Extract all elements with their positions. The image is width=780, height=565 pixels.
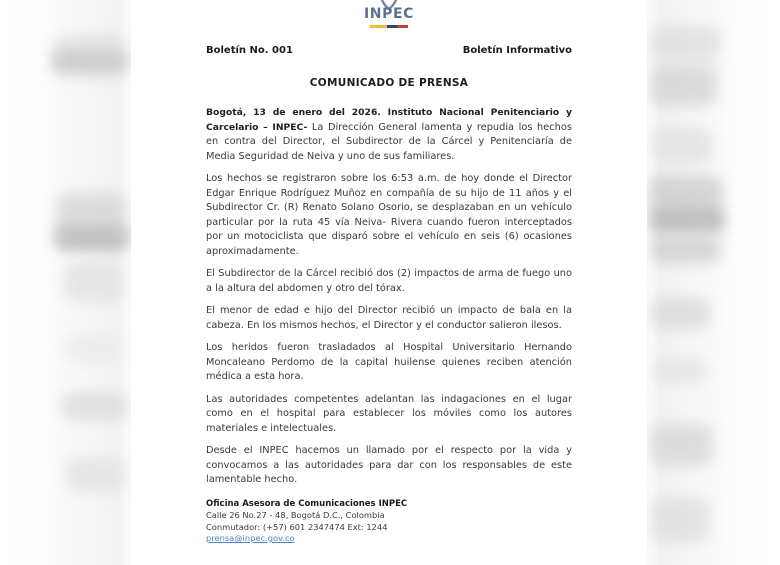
dateline-bold: Bogotá, 13 de enero del 2026. Instituto Nacional Penitenciario y Carcelario – INPEC-: [206, 107, 572, 133]
press-release-body: [206, 106, 572, 488]
bulletin-number: Boletín No. 001: [206, 45, 293, 56]
paragraph-subdirector: [206, 267, 572, 296]
paragraph-minor: [206, 304, 572, 333]
flag-yellow-segment: [370, 25, 387, 28]
office-phone: Conmutador: (+57) 601 2347474 Ext: 1244: [206, 521, 388, 532]
inpec-logo: [206, 0, 572, 30]
office-address: Calle 26 No.27 - 48, Bogotá D.C., Colombia: [206, 510, 385, 520]
paragraph-text: Los hechos se registraron sobre los 6:53 a.m. de hoy donde el Director Edgar Enrique Rodríguez Muñoz en compañía de su hijo de 11 años y el Subdirector Cr. (R) Renato Solano Osorio, se desplazaban en un vehículo particular por la ruta 45 vía Neiva- Rivera cuando fueron interceptados por un motociclista que disparó sobre el vehículo en seis (6) ocasiones aproximadamente.: [206, 173, 572, 257]
paragraph-hospital: [206, 341, 572, 385]
flag-blue-segment: [387, 25, 397, 28]
contact-footer: [206, 499, 572, 545]
paragraph-text: El Subdirector de la Cárcel recibió dos (2) impactos de arma de fuego uno a la altura del abdomen y otro del tórax.: [206, 268, 572, 294]
colombia-flag-bar: [370, 25, 408, 28]
right-blur-edge: [647, 0, 780, 565]
office-name: Oficina Asesora de Comunicaciones INPEC: [206, 498, 408, 509]
paragraph-text: La Dirección General lamenta y repudia los hechos en contra del Director, el Subdirector de la Cárcel y Penitenciaría de Media Seguridad de Neiva y uno de sus familiares.: [206, 121, 572, 162]
bulletin-type: Boletín Informativo: [462, 45, 572, 56]
paragraph-text: El menor de edad e hijo del Director recibió un impacto de bala en la cabeza. En los mismos hechos, el Director y el conductor salieron ilesos.: [206, 305, 572, 331]
press-email-link[interactable]: prensa@inpec.gov.co: [206, 533, 295, 543]
paragraph-authorities: [206, 393, 572, 437]
press-release-title: COMUNICADO DE PRENSA: [309, 77, 469, 89]
paragraph-incident: [206, 172, 572, 259]
paragraph-text: Las autoridades competentes adelantan las indagaciones en el lugar como en el hospital para establecer los móviles como los autores materiales e intelectuales.: [206, 393, 572, 434]
left-blur-edge: [0, 0, 131, 565]
document-page: [131, 0, 647, 565]
paragraph-statement: [206, 444, 572, 488]
paragraph-text: Los heridos fueron trasladados al Hospital Universitario Hernando Moncaleano Perdomo de la capital huilense quienes reciben atención médica a esta hora.: [206, 342, 572, 382]
inpec-logo-text: INPEC: [363, 6, 415, 22]
paragraph-dateline: [206, 106, 572, 164]
paragraph-text: Desde el INPEC hacemos un llamado por el respecto por la vida y convocamos a las autoridades para dar con los responsables de este lamentable hecho.: [206, 445, 572, 485]
flag-red-segment: [397, 25, 408, 28]
bulletin-header-row: [206, 45, 572, 56]
